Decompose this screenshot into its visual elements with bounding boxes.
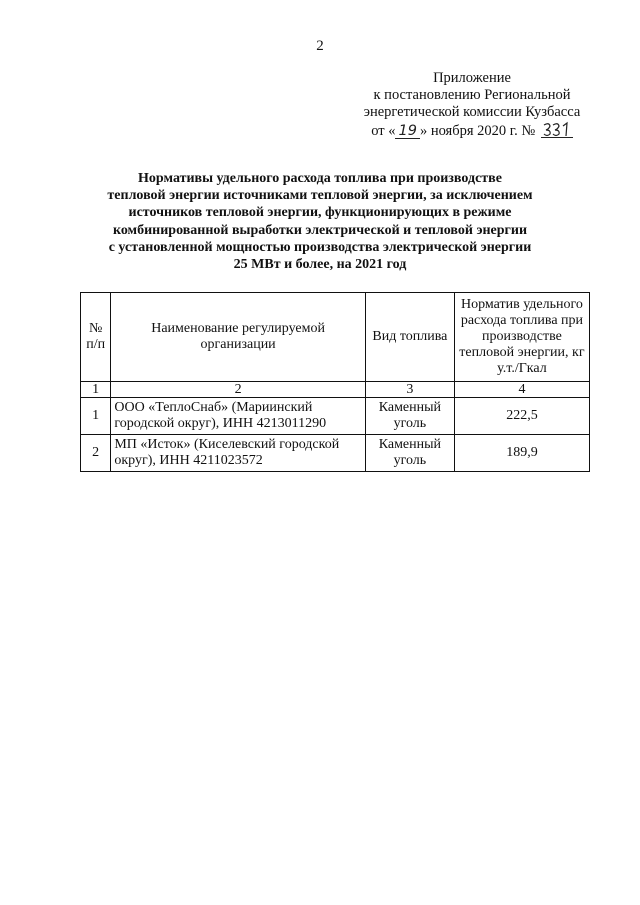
appendix-line-3: энергетической комиссии Кузбасса [363,104,581,120]
appendix-line-1: Приложение [433,70,511,86]
row-num: 1 [81,398,111,435]
row-fuel-type: Каменный уголь [365,398,454,435]
column-index: 4 [454,382,589,398]
column-index: 1 [81,382,111,398]
date-suffix: » ноября 2020 г. № [419,123,536,139]
title-line-1: Нормативы удельного расхода топлива при производстве [138,171,502,186]
title-line-2: тепловой энергии источниками тепловой энергии, за исключением [107,188,533,204]
row-norm: 222,5 [454,398,589,435]
row-organization: МП «Исток» (Киселевский городской округ), ИНН 4211023572 [111,435,366,472]
column-index: 2 [111,382,366,398]
appendix-line-2: к постановлению Региональной [373,87,571,103]
handwritten-number-signature [541,121,573,138]
date-prefix: от « [371,123,396,139]
title-line-3: источников тепловой энергии, функционирующих в режиме [128,205,512,221]
title-line-4: комбинированной выработки электрической и тепловой энергии [112,222,528,238]
row-fuel-type: Каменный уголь [365,435,454,472]
column-index: 3 [365,382,454,398]
norms-table [80,292,590,472]
table-row [81,398,590,435]
title-line-5: с установленной мощностью производства электрической энергии [108,239,532,255]
table-header-row [81,293,590,382]
table-row [81,435,590,472]
title-line-6: 25 МВт и более, на 2021 год [233,257,407,273]
header-organization: Наименование регулируемой организации [111,293,366,382]
row-norm: 189,9 [454,435,589,472]
appendix-date-line [342,121,602,140]
page-number: 2 [316,38,324,54]
appendix-block [342,70,602,140]
handwritten-day: 19 [395,124,419,139]
header-fuel-type: Вид топлива [365,293,454,382]
header-norm: Норматив удельного расхода топлива при производстве тепловой энергии, кг у.т./Гкал [454,293,589,382]
row-num: 2 [81,435,111,472]
header-num: № п/п [81,293,111,382]
column-index-row [81,382,590,398]
document-title [0,170,640,273]
row-organization: ООО «ТеплоСнаб» (Мариинский городской округ), ИНН 4213011290 [111,398,366,435]
